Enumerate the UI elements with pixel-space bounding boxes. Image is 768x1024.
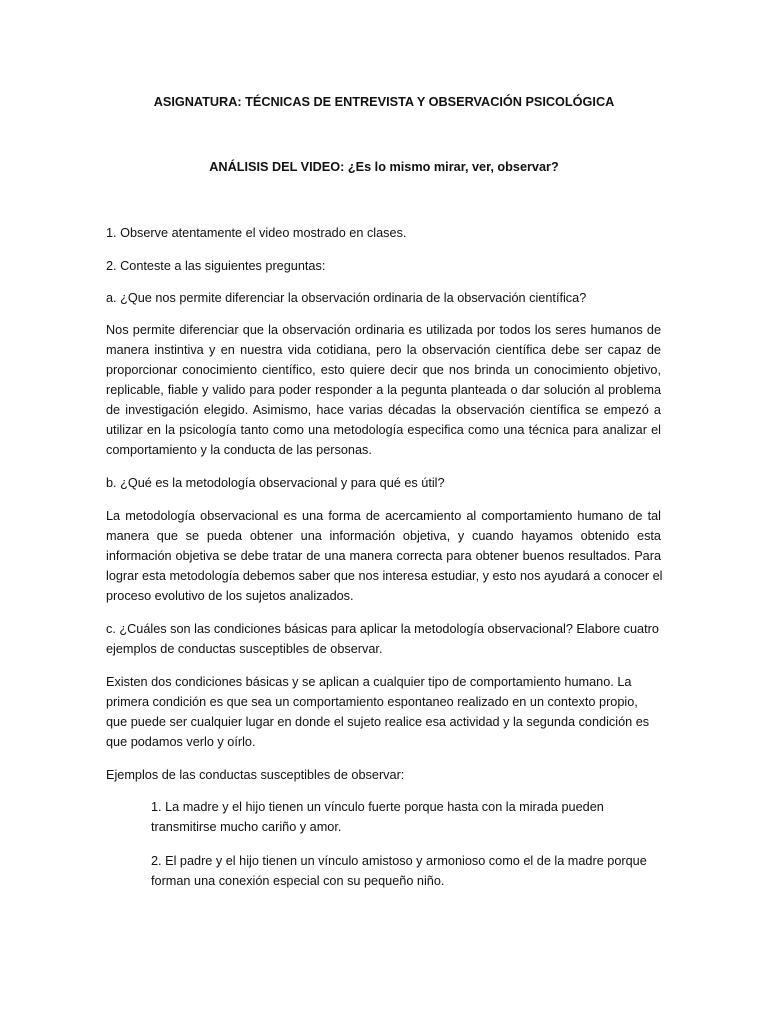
question-c-line: ejemplos de conductas susceptibles de observar. bbox=[106, 642, 383, 656]
answer-b-line: información objetiva se debe tratar de una manera correcta para obtener buenos resultados. Para bbox=[106, 549, 661, 563]
answer-c-line: que podamos verlo y oírlo. bbox=[106, 735, 256, 749]
answer-a-line: replicable, fiable y valido para poder responder a la pegunta planteada o dar solución al problema bbox=[106, 383, 661, 397]
answer-a-line: comportamiento y la conducta de las personas. bbox=[106, 443, 372, 457]
answer-a-line: Nos permite diferenciar que la observación ordinaria es utilizada por todos los seres humanos de bbox=[106, 323, 661, 337]
answer-b-line: proceso evolutivo de los sujetos analizados. bbox=[106, 589, 354, 603]
document-title: ASIGNATURA: TÉCNICAS DE ENTREVISTA Y OBSERVACIÓN PSICOLÓGICA bbox=[153, 95, 615, 109]
answer-a-line: proporcionar conocimiento científico, esto quiere decir que nos brinda un conocimiento objetivo, bbox=[106, 363, 661, 377]
answer-b-line: La metodología observacional es una forma de acercamiento al comportamiento humano de tal bbox=[106, 509, 661, 523]
example-2-line: 2. El padre y el hijo tienen un vínculo amistoso y armonioso como el de la madre porque bbox=[151, 854, 647, 868]
answer-a-line: de investigación elegido. Asimismo, hace varias décadas la observación científica se empezó a bbox=[106, 403, 661, 417]
examples-heading: Ejemplos de las conductas susceptibles de observar: bbox=[106, 768, 405, 782]
answer-a-line: manera instintiva y en nuestra vida cotidiana, pero la observación científica debe ser capaz de bbox=[106, 343, 661, 357]
example-1-line: transmitirse mucho cariño y amor. bbox=[151, 820, 342, 834]
answer-b-line: lograr esta metodología debemos saber que nos interesa estudiar, y esto nos ayudará a conocer el bbox=[106, 569, 663, 583]
question-a: a. ¿Que nos permite diferenciar la observación ordinaria de la observación científica? bbox=[106, 291, 587, 305]
answer-a-line: utilizar en la psicología tanto como una metodología especifica como una técnica para analizar el bbox=[106, 423, 661, 437]
question-b: b. ¿Qué es la metodología observacional y para qué es útil? bbox=[106, 476, 445, 490]
question-c-line: c. ¿Cuáles son las condiciones básicas para aplicar la metodología observacional? Elabore cuatro bbox=[106, 622, 659, 636]
example-1-line: 1. La madre y el hijo tienen un vínculo fuerte porque hasta con la mirada pueden bbox=[151, 800, 604, 814]
document-subtitle: ANÁLISIS DEL VIDEO: ¿Es lo mismo mirar, ver, observar? bbox=[209, 160, 559, 174]
instruction-2: 2. Conteste a las siguientes preguntas: bbox=[106, 259, 326, 273]
answer-c-line: Existen dos condiciones básicas y se aplican a cualquier tipo de comportamiento humano. La bbox=[106, 675, 632, 689]
example-2-line: forman una conexión especial con su pequeño niño. bbox=[151, 874, 445, 888]
instruction-1: 1. Observe atentamente el video mostrado en clases. bbox=[106, 226, 407, 240]
answer-c-line: primera condición es que sea un comportamiento espontaneo realizado en un contexto propio, bbox=[106, 695, 638, 709]
answer-c-line: que puede ser cualquier lugar en donde el sujeto realice esa actividad y la segunda condición es bbox=[106, 715, 650, 729]
answer-b-line: manera que se pueda obtener una información objetiva, y cuando hayamos obtenido esta bbox=[106, 529, 661, 543]
